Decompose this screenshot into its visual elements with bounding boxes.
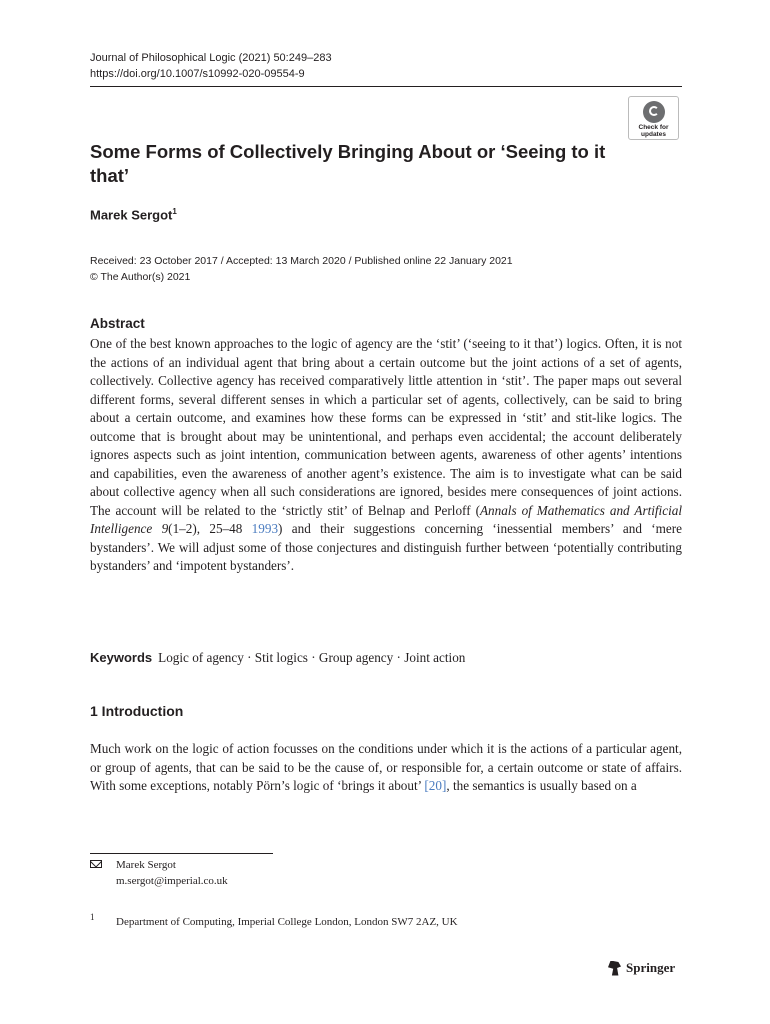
contact-email[interactable]: m.sergot@imperial.co.uk [116, 875, 228, 887]
author-name: Marek Sergot$^1$ [90, 207, 177, 223]
affiliation: Department of Computing, Imperial College London, London SW7 2AZ, UK [116, 916, 458, 928]
keywords-label: Keywords [90, 650, 153, 665]
journal-reference: Annals of Mathematics and Artificial Intelligence 9 [90, 502, 683, 536]
journal-header [90, 50, 332, 82]
keywords [90, 650, 465, 666]
footnote-rule [90, 853, 273, 854]
reference-link[interactable]: [20] [424, 778, 447, 793]
history-dates: Received: 23 October 2017 / Accepted: 13 March 2020 / Published online 22 January 2021 [90, 255, 513, 267]
abstract-heading: Abstract [90, 316, 145, 331]
badge-label: Check for updates [638, 124, 669, 138]
citation-link[interactable]: 1993 [251, 521, 279, 536]
copyright: © The Author(s) 2021 [90, 271, 191, 283]
section-heading-introduction: 1 Introduction [90, 703, 184, 719]
envelope-icon [90, 860, 102, 868]
doi-link[interactable]: https://doi.org/10.1007/s10992-020-09554-9 [90, 68, 305, 80]
springer-horse-icon [608, 961, 621, 976]
author-affiliation-mark: 1 [172, 207, 177, 216]
springer-logo [608, 960, 675, 976]
journal-citation: Journal of Philosophical Logic (2021) 50:249–283 [90, 52, 332, 64]
header-rule [90, 86, 682, 87]
keywords-list: Logic of agency · Stit logics · Group agency · Joint action [158, 650, 466, 665]
contact-name: Marek Sergot [116, 859, 176, 871]
publication-dates [90, 253, 513, 285]
affiliation-number: 1 [90, 912, 95, 922]
update-icon [643, 101, 665, 123]
abstract-body: One of the best known approaches to the logic of agency are the ‘stit’ (‘seeing to it that’) logics. Often, it is not the actions of an individual agent that bring about a certain outcome but the joint actions of a set of agents, collectively. Collective agency has received comparatively little attention in ‘stit’. The paper maps out several different forms, several different senses in which a particular set of agents, collectively, can be said to bring about a certain outcome, and examines how these forms can be expressed in ‘stit’ and stit-like logics. The outcome that is brought about may be unintentional, and perhaps even accidental; the account deliberately ignores aspects such as joint intention, communication between agents, awareness of other agents’ intentions and capabilities, even the awareness of another agent’s existence. The aim is to investigate what can be said about collective agency when all such considerations are ignored, besides mere consequences of joint actions. The account will be related to the ‘strictly stit’ of Belnap and Perloff (Annals of Mathematics and Artificial Intelligence 9(1–2), 25–48 1993) and their suggestions concerning ‘inessential members’ and ‘mere bystanders’. We will adjust some of those conjectures and distinguish further between ‘potentially contributing bystanders’ and ‘impotent bystanders’. [90, 336, 683, 573]
publisher-name: Springer [626, 960, 676, 975]
corresponding-author [116, 857, 228, 889]
check-for-updates-badge[interactable] [628, 96, 679, 140]
introduction-body: Much work on the logic of action focusses on the conditions under which it is the actions of a particular agent, or group of agents, that can be said to be the cause of, or responsible for, a certain outcome or state of affairs. With some exceptions, notably Pörn’s logic of ‘brings it about’ [20], the semantics is usually based on a [90, 741, 682, 793]
article-title: Some Forms of Collectively Bringing About or ‘Seeing to it that’ [90, 141, 606, 186]
